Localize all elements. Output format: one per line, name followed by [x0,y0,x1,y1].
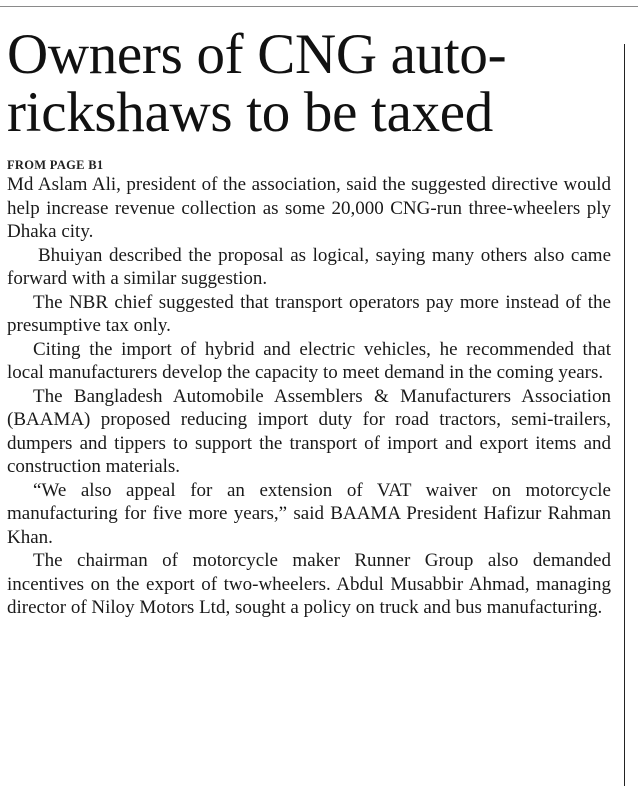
paragraph-3: The NBR chief suggested that transport operators pay more instead of the presumptive tax only. [7,291,611,336]
paragraph-5: The Bangladesh Automobile Assemblers & Manufacturers Association (BAAMA) proposed reducing import duty for road tractors, semi-trailers, dumpers and tippers to support the transport of import and export items and construction materials. [7,385,611,477]
article-headline [7,23,611,144]
paragraph-4: Citing the import of hybrid and electric vehicles, he recommended that local manufacturers develop the capacity to meet demand in the coming years. [7,338,611,383]
top-divider [0,6,638,7]
paragraph-2: Bhuiyan described the proposal as logical, saying many others also came forward with a similar suggestion. [7,244,611,289]
article-body [7,173,611,620]
paragraph-6: “We also appeal for an extension of VAT waiver on motorcycle manufacturing for five more years,” said BAAMA President Hafizur Rahman Khan. [7,479,611,548]
headline-line-1: Owners of CNG auto- [7,23,507,86]
column-divider [624,44,625,786]
headline-line-2: rickshaws to be taxed [7,81,493,144]
paragraph-1: Md Aslam Ali, president of the association, said the suggested directive would help increase revenue collection as some 20,000 CNG-run three-wheelers ply Dhaka city. [7,174,611,242]
paragraph-7: The chairman of motorcycle maker Runner Group also demanded incentives on the export of two-wheelers. Abdul Musabbir Ahmad, managing director of Niloy Motors Ltd, sought a policy on truck and bus manufacturing. [7,550,611,618]
news-article [7,23,611,620]
dateline: FROM PAGE B1 [7,158,104,172]
